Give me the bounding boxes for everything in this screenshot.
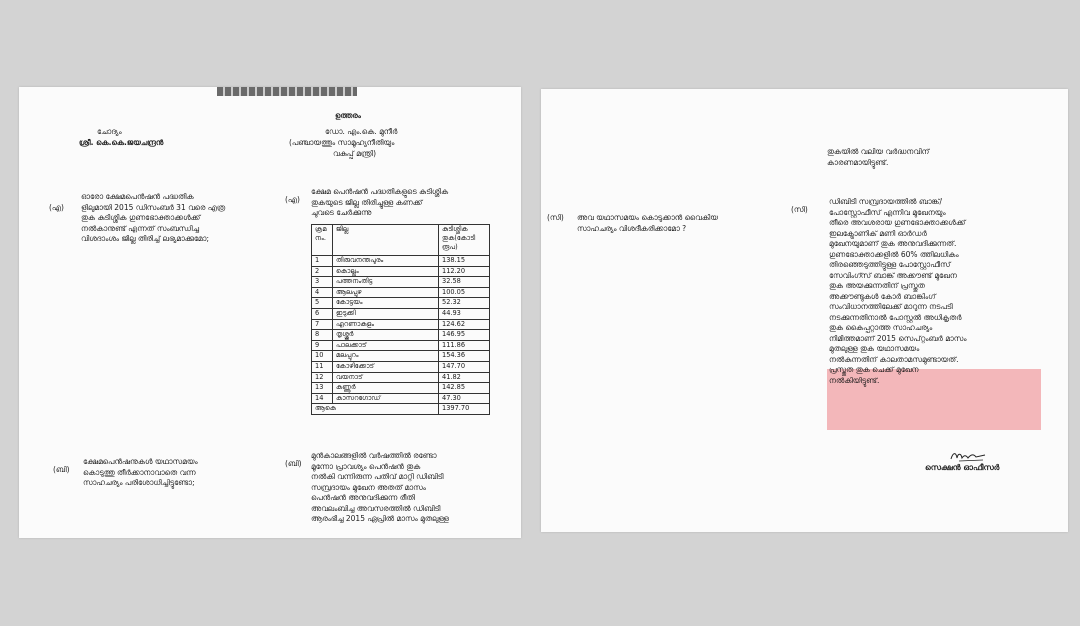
table-cell-serial: 8 [312, 330, 333, 341]
table-cell-district: മലപ്പുറം [333, 351, 439, 362]
answer-b-line: മൂന്നോ പ്രാവശ്യം പെൻഷൻ തുക [311, 461, 421, 471]
answer-b-line: ആരംഭിച്ച 2015 ഏപ്രിൽ മാസം മുതലുള്ള [311, 514, 449, 523]
table-row [312, 287, 490, 298]
question-a-text [81, 192, 279, 245]
answer-b-line: മുൻകാലങ്ങളിൽ വർഷത്തിൽ രണ്ടോ [311, 451, 437, 460]
table-cell-amount: 100.05 [439, 287, 490, 298]
table-cell-amount: 112.20 [439, 266, 490, 277]
table-cell-district: പത്തനംതിട്ട [333, 277, 439, 288]
answer-a-line: ക്ഷേമ പെൻഷൻ പദ്ധതികളുടെ കുടിശ്ശിക [311, 187, 449, 196]
continued-line: കാരണമായിട്ടുണ്ട്. [827, 157, 889, 167]
question-b-line: കൊടുത്തു തീർക്കാനാവാതെ വന്ന [83, 467, 196, 477]
table-cell-serial: 13 [312, 383, 333, 394]
table-row [312, 361, 490, 372]
answer-a-text [311, 187, 511, 219]
table-cell-amount: 146.95 [439, 330, 490, 341]
table-cell-amount: 32.58 [439, 277, 490, 288]
table-cell-district: എറണാകുളം [333, 319, 439, 330]
question-a-line: നൽകാനുണ്ട് എന്നത് സംബന്ധിച്ച [81, 223, 200, 233]
table-cell-amount: 52.32 [439, 298, 490, 309]
table-cell-district: കോട്ടയം [333, 298, 439, 309]
table-cell-district: കൊല്ലം [333, 266, 439, 277]
answer-b-line: നൽകി വന്നിരുന്ന പതിവ് മാറ്റി ഡിബിടി [311, 472, 444, 481]
table-row [312, 319, 490, 330]
question-a-line: തുക കുടിശ്ശിക ഗുണഭോക്താക്കൾക്ക് [81, 213, 201, 222]
answer-c-line: പോസ്റ്റോഫീസ് എന്നിവ മുഖേനയും [829, 207, 946, 217]
answer-c-line: സംവിധാനത്തിലേക്ക് മാറുന്ന നടപടി [829, 302, 953, 311]
question-heading: ചോദ്യം [97, 127, 122, 136]
table-row [312, 308, 490, 319]
table-cell-district: പാലക്കാട് [333, 340, 439, 351]
answer-c-line: മുഖേനയുമാണ് തുക അനുവദിക്കുന്നത്. [829, 239, 957, 248]
table-cell-serial: 4 [312, 287, 333, 298]
answer-c-line: തിരഞ്ഞെടുത്തിട്ടുള്ള പോസ്റ്റോഫീസ് [829, 260, 951, 269]
question-b-line: ക്ഷേമപെൻഷനുകൾ യഥാസമയം [83, 457, 198, 466]
section-officer-label: സെക്ഷൻ ഓഫീസർ [925, 463, 1000, 472]
answer-a-label: (എ) [285, 195, 300, 204]
table-cell-district: ആലപ്പുഴ [333, 287, 439, 298]
question-a-line: ളിലുമായി 2015 ഡിസംബർ 31 വരെ എത്ര [81, 202, 226, 212]
table-cell-amount: 47.30 [439, 393, 490, 404]
answer-c-line: നിമിത്തമാണ് 2015 സെപ്റ്റംബർ മാസം [829, 333, 967, 343]
question-a-line: വിശദാംശം ജില്ല തിരിച്ച് ലഭ്യമാക്കുമോ; [81, 234, 209, 243]
answer-b-line: സമ്പ്രദായം മുഖേന അതത് മാസം [311, 482, 426, 492]
table-cell-amount: 147.70 [439, 361, 490, 372]
question-a-label: (എ) [49, 203, 64, 212]
question-b-text [83, 457, 279, 489]
answer-c-line: നടക്കുന്നതിനാൽ പോസ്റ്റൽ അധികൃതർ [829, 312, 962, 322]
questioner-name: ശ്രീ. കെ.കെ.ജയചന്ദ്രൻ [79, 138, 164, 147]
table-cell-serial: 9 [312, 340, 333, 351]
table-cell-serial: 5 [312, 298, 333, 309]
continued-line: തുകയിൽ വലിയ വർദ്ധനവിന് [827, 147, 930, 156]
table-cell-amount: 111.86 [439, 340, 490, 351]
table-cell-serial: 10 [312, 351, 333, 362]
table-row [312, 372, 490, 383]
district-arrears-table [311, 224, 490, 415]
document-page-right [541, 89, 1068, 532]
table-row [312, 266, 490, 277]
answer-a-line: തുകയുടെ ജില്ല തിരിച്ചുള്ള കണക്ക് [311, 197, 423, 207]
answer-c-line: നൽകുന്നതിന് കാലതാമസമുണ്ടായത്. [829, 354, 959, 364]
table-cell-serial: 6 [312, 308, 333, 319]
minister-name: ഡോ. എം.കെ. മുനീർ [325, 127, 398, 136]
table-row [312, 351, 490, 362]
answer-c-line: മുതലുള്ള തുക യഥാസമയം [829, 344, 920, 353]
answer-c-line: സേവിംഗ്സ് ബാങ്ക് അക്കൗണ്ട് മുഖേന [829, 270, 957, 280]
handwritten-signature [949, 449, 989, 463]
table-cell-district: വയനാട് [333, 372, 439, 383]
continued-text [827, 147, 1047, 168]
answer-c-line: തുക കൈപ്പറ്റാത്ത സാഹചര്യം [829, 323, 933, 332]
question-b-line: സാഹചര്യം പരിശോധിച്ചിട്ടുണ്ടോ; [83, 478, 195, 487]
table-cell-serial: 7 [312, 319, 333, 330]
table-row [312, 330, 490, 341]
document-page-left [19, 87, 521, 538]
table-header-serial: ക്രമ നം. [312, 225, 333, 256]
table-cell-amount: 154.36 [439, 351, 490, 362]
table-cell-amount: 138.15 [439, 256, 490, 267]
table-header-amount: കുടിശ്ശിക തുക(കോടി രൂപ) [439, 225, 490, 256]
table-cell-district: ഇടുക്കി [333, 308, 439, 319]
table-cell-serial: 12 [312, 372, 333, 383]
minister-dept-line2: വകുപ്പ് മന്ത്രി) [333, 149, 377, 158]
answer-heading: ഉത്തരം [335, 111, 361, 120]
table-cell-serial: 2 [312, 266, 333, 277]
question-c-line: അവ യഥാസമയം കൊടുക്കാൻ വൈകിയ [577, 213, 718, 222]
table-cell-district: തിരുവനന്തപുരം [333, 256, 439, 267]
question-c-line: സാഹചര്യം വിശദീകരിക്കാമോ ? [577, 223, 687, 233]
table-cell-district: കോഴിക്കോട് [333, 361, 439, 372]
table-row [312, 340, 490, 351]
answer-c-line: തുക അയക്കുന്നതിന് പ്രസ്തുത [829, 281, 925, 290]
question-a-line: ഓരോ ക്ഷേമപെൻഷൻ പദ്ധതിക [81, 192, 194, 201]
answer-c-line: നൽകിയിട്ടുണ്ട്. [829, 375, 880, 385]
table-header-district: ജില്ല [333, 225, 439, 256]
answer-b-label: (ബി) [285, 459, 302, 468]
table-total-row [312, 404, 490, 415]
answer-c-line: അക്കൗണ്ടുകൾ കോർ ബാങ്കിംഗ് [829, 291, 936, 301]
table-cell-amount: 44.93 [439, 308, 490, 319]
table-cell-serial: 11 [312, 361, 333, 372]
table-row [312, 393, 490, 404]
table-row [312, 256, 490, 267]
question-c-label: (സി) [547, 213, 564, 222]
table-total-value: 1397.70 [439, 404, 490, 415]
answer-c-text [829, 197, 1044, 386]
answer-c-label: (സി) [791, 205, 808, 214]
table-cell-amount: 41.82 [439, 372, 490, 383]
answer-c-line: തീരെ അവശരായ ഗുണഭോക്താക്കൾക്ക് [829, 218, 966, 227]
answer-c-line: ഇലക്ട്രോണിക് മണി ഓർഡർ [829, 228, 927, 238]
table-row [312, 277, 490, 288]
table-row [312, 298, 490, 309]
table-cell-serial: 1 [312, 256, 333, 267]
answer-c-line: ഗുണഭോക്താക്കളിൽ 60% ത്തിലധികം [829, 249, 959, 259]
table-cell-serial: 3 [312, 277, 333, 288]
table-row [312, 383, 490, 394]
table-cell-serial: 14 [312, 393, 333, 404]
answer-b-text [311, 451, 511, 525]
question-b-label: (ബി) [53, 465, 70, 474]
answer-b-line: അവലംബിച്ച അവസരത്തിൽ ഡിബിടി [311, 503, 441, 513]
table-cell-amount: 124.62 [439, 319, 490, 330]
table-body [312, 256, 490, 415]
question-c-text [577, 213, 787, 234]
answer-c-line: ഡിബിടി സമ്പ്രദായത്തിൽ ബാങ്ക്/ [829, 197, 943, 206]
table-cell-amount: 142.85 [439, 383, 490, 394]
table-cell-district: കണ്ണൂർ [333, 383, 439, 394]
answer-b-line: പെൻഷൻ അനുവദിക്കുന്ന രീതി [311, 493, 415, 502]
table-header-row [312, 225, 490, 256]
table-total-label: ആകെ [312, 404, 439, 415]
answer-a-line: ചുവടെ ചേർക്കുന്നു [311, 208, 372, 217]
table-cell-district: തൃശ്ശൂർ [333, 330, 439, 341]
table-cell-district: കാസറഗോഡ് [333, 393, 439, 404]
minister-dept-line1: (പഞ്ചായത്തും സാമൂഹ്യനീതിയും [289, 138, 395, 147]
answer-c-line: പ്രസ്തുത തുക ചെക്ക് മുഖേന [829, 365, 919, 374]
